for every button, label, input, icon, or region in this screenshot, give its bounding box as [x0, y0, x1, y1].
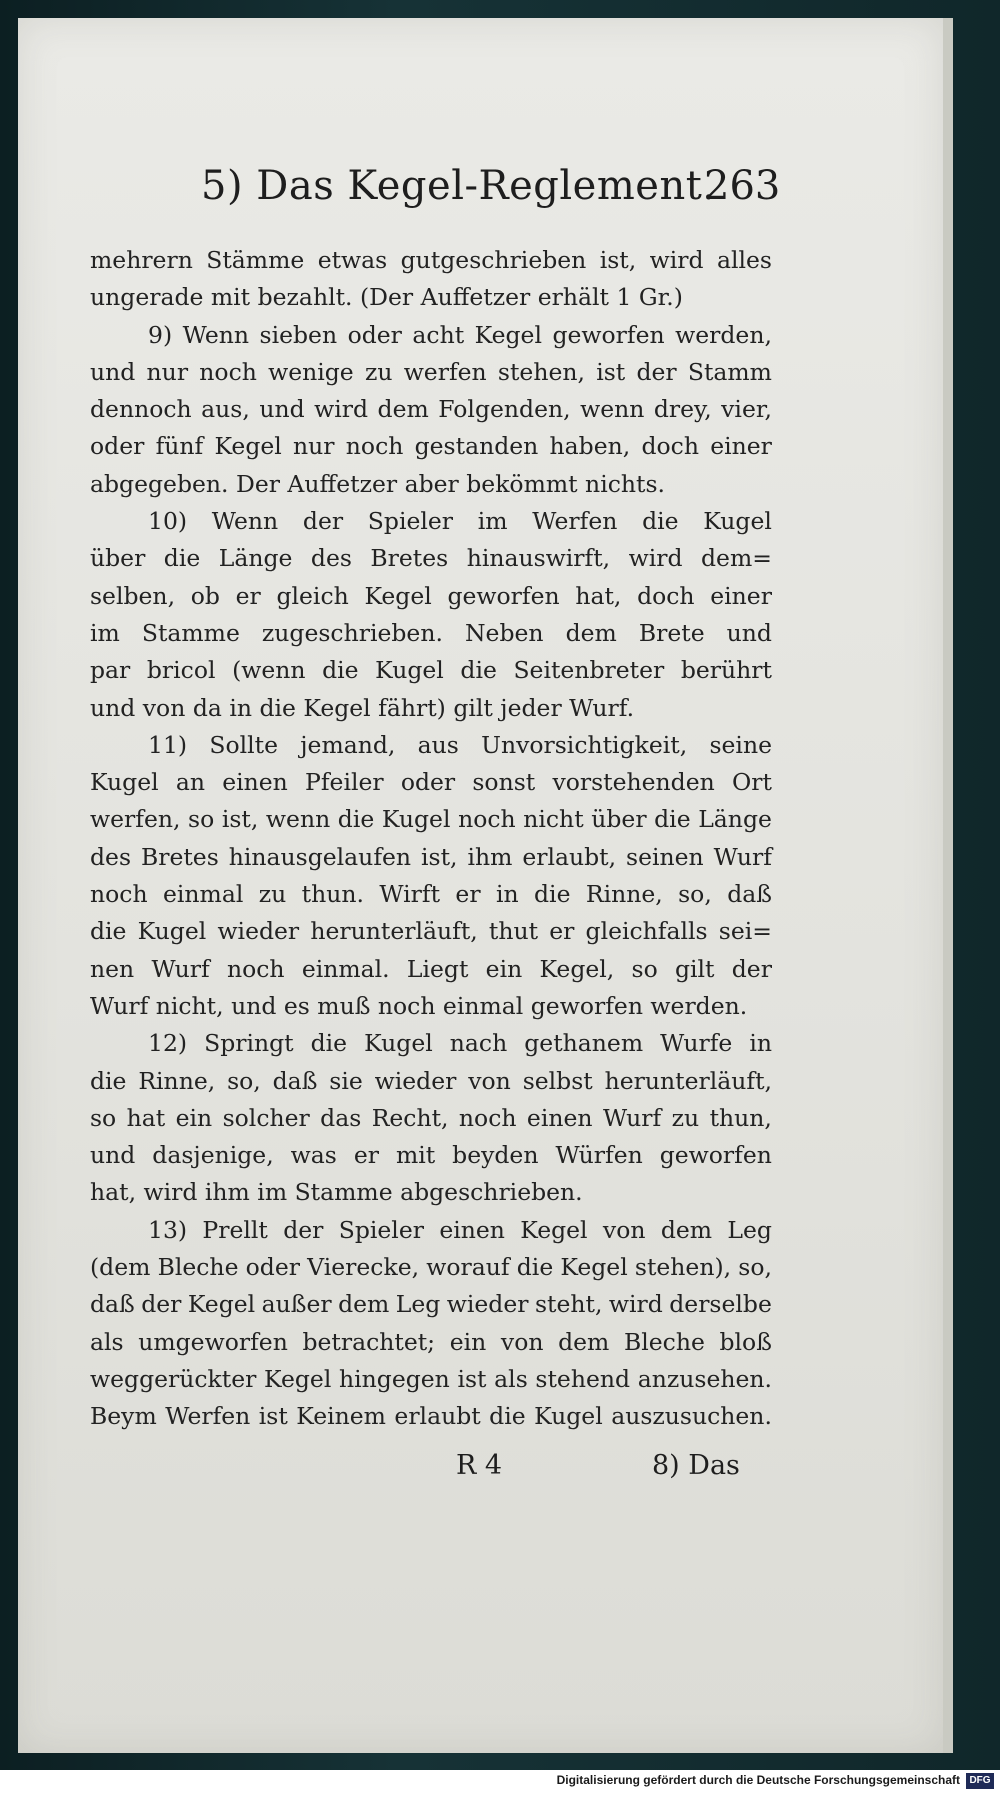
word: thun. — [301, 880, 364, 909]
word: derselbe — [669, 1290, 772, 1319]
word: doch — [637, 581, 695, 610]
word: wieder — [217, 917, 300, 946]
word: Brete — [638, 618, 705, 647]
word: dem — [558, 1327, 610, 1356]
text-line: abgegeben. Der Auffetzer aber bekömmt nichts. — [90, 469, 665, 498]
word: thut — [488, 917, 539, 946]
text-line — [90, 1324, 772, 1361]
word: Wenn — [211, 507, 279, 536]
word: Kugel — [90, 768, 159, 797]
word: zu — [258, 880, 287, 909]
word: thun, — [709, 1103, 772, 1132]
word: einer — [710, 581, 772, 610]
word: Neben — [464, 618, 544, 647]
word: (wenn — [232, 656, 306, 685]
word: er — [235, 581, 261, 610]
word: sei= — [718, 917, 772, 946]
word: noch — [458, 1103, 517, 1132]
text-line — [90, 801, 772, 838]
word: Stamme — [141, 618, 240, 647]
word: dem — [565, 618, 617, 647]
word: wieder — [374, 1066, 457, 1095]
word: par — [90, 656, 131, 685]
word: wird — [649, 246, 704, 274]
word: von — [602, 1215, 646, 1244]
word: Wurf — [602, 1103, 662, 1132]
body-text — [90, 242, 772, 1436]
word: seinen — [626, 842, 704, 871]
word: ihm — [467, 842, 513, 871]
text-line — [90, 1249, 772, 1286]
word: so — [188, 805, 215, 834]
word: stehend — [535, 1364, 631, 1393]
word: Kegel — [364, 581, 432, 610]
word: mit — [395, 1141, 436, 1170]
word: Kugel — [375, 656, 444, 685]
word: die — [322, 656, 359, 685]
word: Länge — [218, 544, 293, 573]
word: Werfen — [532, 507, 618, 536]
word: und — [726, 618, 772, 647]
word: von — [468, 1066, 511, 1095]
text-line — [90, 951, 772, 988]
word: hinausgelaufen — [228, 842, 412, 871]
word: daß — [272, 1066, 318, 1095]
word: Prellt — [202, 1215, 268, 1244]
text-line — [90, 242, 772, 279]
word: Leg — [395, 1290, 441, 1319]
word: Kugel — [534, 1402, 603, 1431]
word: gethanem — [524, 1029, 644, 1058]
word: Kegel — [560, 1253, 628, 1282]
word: vier, — [721, 395, 772, 424]
word: Spieler — [367, 507, 454, 536]
word: herunterläuft, — [310, 917, 478, 946]
word: Beym — [90, 1402, 157, 1431]
word: die — [337, 805, 375, 834]
word: und — [259, 395, 305, 424]
dfg-logo: DFG — [966, 1773, 994, 1789]
word: ist — [596, 357, 626, 386]
word: die — [460, 656, 497, 685]
word: Wurf — [151, 954, 210, 983]
word: nur — [293, 432, 335, 461]
word: acht — [412, 320, 465, 349]
word: noch — [345, 432, 404, 461]
word: Kegel — [264, 1364, 332, 1393]
word: über — [90, 544, 146, 573]
word: Rinne, — [138, 1066, 216, 1095]
word: er — [353, 1141, 379, 1170]
word: ist, — [221, 805, 259, 834]
word: Folgenden, — [438, 395, 571, 424]
word: Kugel — [703, 507, 772, 536]
word: jemand, — [300, 730, 396, 759]
word: stehen, — [497, 357, 585, 386]
word: Rinne, — [585, 880, 663, 909]
word: die — [163, 544, 201, 573]
word: Liegt — [406, 954, 469, 983]
word: Stamm — [687, 357, 772, 386]
word: hinauswirft, — [466, 544, 611, 573]
word: Wurfe — [660, 1029, 733, 1058]
word: die — [642, 507, 679, 536]
word: dem= — [701, 544, 772, 573]
word: herunterläuft, — [604, 1066, 772, 1095]
page-header — [18, 163, 943, 223]
word: zugeschrieben. — [261, 618, 443, 647]
word: so — [631, 954, 658, 983]
text-line — [90, 876, 772, 913]
word: Bretes — [370, 544, 449, 573]
word: worauf — [426, 1253, 510, 1282]
word: der — [141, 1290, 182, 1319]
text-line — [90, 540, 772, 577]
word: daß — [90, 1290, 135, 1319]
word: alles — [716, 246, 772, 274]
word: stehen), — [634, 1253, 732, 1282]
credit-bar — [0, 1770, 1000, 1793]
word: des — [310, 544, 352, 573]
word: selben, — [90, 581, 176, 610]
word: geworfen — [659, 1141, 772, 1170]
word: Kegel — [520, 1215, 588, 1244]
word: die — [90, 1066, 127, 1095]
text-line — [90, 317, 772, 354]
word: aus, — [201, 395, 250, 424]
text-line — [90, 1025, 772, 1062]
word: oder — [90, 432, 145, 461]
word: dem — [338, 1290, 390, 1319]
word: Unvorsichtigkeit, — [481, 730, 688, 759]
word: einen — [526, 1103, 593, 1132]
word: erlaubt — [394, 1402, 481, 1431]
word: das — [320, 1103, 362, 1132]
word: Kegel — [187, 1290, 256, 1319]
word: im — [477, 507, 508, 536]
word: werden, — [675, 320, 772, 349]
word: gilt — [674, 954, 715, 983]
word: die — [90, 917, 127, 946]
word: noch — [458, 805, 516, 834]
word: Kegel, — [539, 954, 615, 983]
text-line: ungerade mit bezahlt. (Der Auffetzer erhält 1 Gr.) — [90, 283, 683, 312]
word: haben, — [549, 432, 631, 461]
word: Bretes — [140, 842, 219, 871]
word: Spieler — [338, 1215, 424, 1244]
word: Kugel — [381, 805, 451, 834]
word: die — [654, 805, 691, 834]
word: Pfeiler — [305, 768, 384, 797]
text-line — [90, 1286, 772, 1323]
text-line — [90, 354, 772, 391]
text-line — [90, 913, 772, 950]
word: oder — [347, 320, 402, 349]
word: fünf — [155, 432, 204, 461]
word: wird — [608, 1290, 663, 1319]
word: des — [90, 842, 132, 871]
word: ein — [449, 1327, 487, 1356]
word: 9) — [148, 320, 173, 349]
word: nur — [146, 357, 189, 386]
word: sonst — [472, 768, 536, 797]
word: oder — [245, 1253, 300, 1282]
word: sie — [329, 1066, 363, 1095]
word: in — [749, 1029, 772, 1058]
word: zu — [671, 1103, 700, 1132]
word: umgeworfen — [138, 1327, 288, 1356]
word: die — [534, 880, 571, 909]
word: wenn — [580, 395, 645, 424]
credit-text: Digitalisierung gefördert durch die Deutsche Forschungsgemeinschaft — [556, 1773, 960, 1787]
word: Kugel — [137, 917, 207, 946]
word: ist — [457, 1364, 487, 1393]
word: noch — [199, 357, 257, 386]
word: Sollte — [209, 730, 278, 759]
word: zu — [364, 357, 393, 386]
word: nen — [90, 954, 135, 983]
word: berührt — [680, 656, 772, 685]
text-line — [90, 428, 772, 465]
word: Ort — [731, 768, 772, 797]
word: der — [283, 1215, 324, 1244]
word: ein — [175, 1103, 213, 1132]
word: ist, — [599, 246, 637, 274]
text-line — [90, 1212, 772, 1249]
word: Würfen — [555, 1141, 643, 1170]
book-page — [18, 18, 943, 1753]
running-head: 5) Das Kegel-Reglement. — [201, 163, 716, 209]
page-number: 263 — [704, 163, 781, 209]
word: Kegel — [214, 432, 282, 461]
word: ist — [258, 1402, 288, 1431]
word: Wenn — [182, 320, 250, 349]
word: sieben — [259, 320, 338, 349]
text-line — [90, 727, 772, 764]
text-line — [90, 1100, 772, 1137]
word: hat, — [575, 581, 622, 610]
word: geworfen — [447, 581, 560, 610]
word: noch — [226, 954, 285, 983]
word: Bleche — [157, 1253, 239, 1282]
word: der — [731, 954, 772, 983]
word: geworfen — [552, 320, 665, 349]
word: ob — [190, 581, 220, 610]
word: dennoch — [90, 395, 192, 424]
word: werfen, — [90, 805, 181, 834]
word: gleich — [276, 581, 349, 610]
text-line — [90, 764, 772, 801]
word: gutgeschrieben — [400, 246, 587, 274]
word: hingegen — [339, 1364, 450, 1393]
word: 13) — [148, 1215, 188, 1244]
word: so, — [738, 1253, 772, 1282]
word: die — [516, 1253, 554, 1282]
word: erlaubt, — [522, 842, 617, 871]
word: seine — [709, 730, 772, 759]
word: dem — [377, 395, 429, 424]
word: etwas — [317, 246, 388, 274]
word: an — [175, 768, 206, 797]
word: Kugel — [364, 1029, 433, 1058]
text-line — [90, 1137, 772, 1174]
word: Leg — [727, 1215, 772, 1244]
word: dasjenige, — [152, 1141, 274, 1170]
text-line — [90, 391, 772, 428]
word: 11) — [148, 730, 188, 759]
word: Springt — [204, 1029, 294, 1058]
word: Stämme — [206, 246, 305, 274]
word: doch — [641, 432, 699, 461]
word: die — [310, 1029, 348, 1058]
word: selbst — [522, 1066, 593, 1095]
word: ist, — [421, 842, 458, 871]
word: bloß — [719, 1327, 772, 1356]
word: einen — [222, 768, 288, 797]
word: vorstehenden — [552, 768, 715, 797]
word: aus — [417, 730, 459, 759]
word: er — [455, 880, 481, 909]
word: Wurf — [713, 842, 772, 871]
word: Länge — [698, 805, 772, 834]
word: 10) — [148, 507, 188, 536]
word: wieder — [446, 1290, 529, 1319]
text-line: und von da in die Kegel fährt) gilt jeder Wurf. — [90, 693, 635, 722]
word: von — [500, 1327, 544, 1356]
word: (dem — [90, 1253, 151, 1282]
word: drey, — [653, 395, 712, 424]
text-line — [90, 503, 772, 540]
word: Wirft — [379, 880, 441, 909]
word: Recht, — [371, 1103, 449, 1132]
word: Vierecke, — [307, 1253, 420, 1282]
word: dem — [660, 1215, 713, 1244]
word: ein — [485, 954, 523, 983]
word: bricol — [146, 656, 216, 685]
word: werfen — [403, 357, 487, 386]
word: mehrern — [90, 246, 193, 274]
word: was — [290, 1141, 337, 1170]
word: wird — [628, 544, 683, 573]
word: steht, — [534, 1290, 603, 1319]
word: die — [489, 1402, 526, 1431]
page-edge — [943, 18, 953, 1753]
word: wenn — [265, 805, 331, 834]
word: wenige — [268, 357, 354, 386]
word: über — [591, 805, 647, 834]
word: im — [90, 618, 120, 647]
word: und — [90, 1141, 136, 1170]
word: als — [90, 1327, 124, 1356]
text-line — [90, 1398, 772, 1435]
word: noch — [90, 880, 148, 909]
word: einen — [439, 1215, 505, 1244]
word: solcher — [222, 1103, 310, 1132]
word: so, — [227, 1066, 261, 1095]
text-line — [90, 1361, 772, 1398]
signature-mark: R 4 — [456, 1450, 503, 1481]
word: als — [494, 1364, 528, 1393]
word: Werfen — [165, 1402, 251, 1431]
word: nicht — [523, 805, 584, 834]
word: betrachtet; — [302, 1327, 436, 1356]
word: Keinem — [296, 1402, 386, 1431]
word: so, — [678, 880, 712, 909]
word: und — [90, 357, 136, 386]
word: Seitenbreter — [513, 656, 665, 685]
word: Kegel — [474, 320, 542, 349]
text-line — [90, 652, 772, 689]
word: der — [302, 507, 344, 536]
word: er — [549, 917, 575, 946]
word: einmal. — [301, 954, 390, 983]
word: nach — [449, 1029, 508, 1058]
catchword: 8) Das — [652, 1450, 740, 1481]
word: oder — [400, 768, 456, 797]
word: einmal — [162, 880, 244, 909]
word: daß — [727, 880, 772, 909]
word: so — [90, 1103, 117, 1132]
text-line — [90, 578, 772, 615]
text-line: Wurf nicht, und es muß noch einmal geworfen werden. — [90, 991, 748, 1020]
word: auszusuchen. — [611, 1402, 772, 1431]
word: gestanden — [414, 432, 539, 461]
word: wird — [314, 395, 369, 424]
word: weggerückter — [90, 1364, 257, 1393]
text-line — [90, 839, 772, 876]
text-line: hat, wird ihm im Stamme abgeschrieben. — [90, 1178, 583, 1207]
word: einer — [710, 432, 772, 461]
word: der — [636, 357, 677, 386]
word: in — [495, 880, 519, 909]
word: 12) — [148, 1029, 188, 1058]
word: außer — [261, 1290, 332, 1319]
word: hat — [126, 1103, 166, 1132]
text-line — [90, 615, 772, 652]
word: Bleche — [623, 1327, 705, 1356]
word: anzusehen. — [637, 1364, 772, 1393]
text-line — [90, 1063, 772, 1100]
word: gleichfalls — [585, 917, 708, 946]
word: beyden — [452, 1141, 539, 1170]
